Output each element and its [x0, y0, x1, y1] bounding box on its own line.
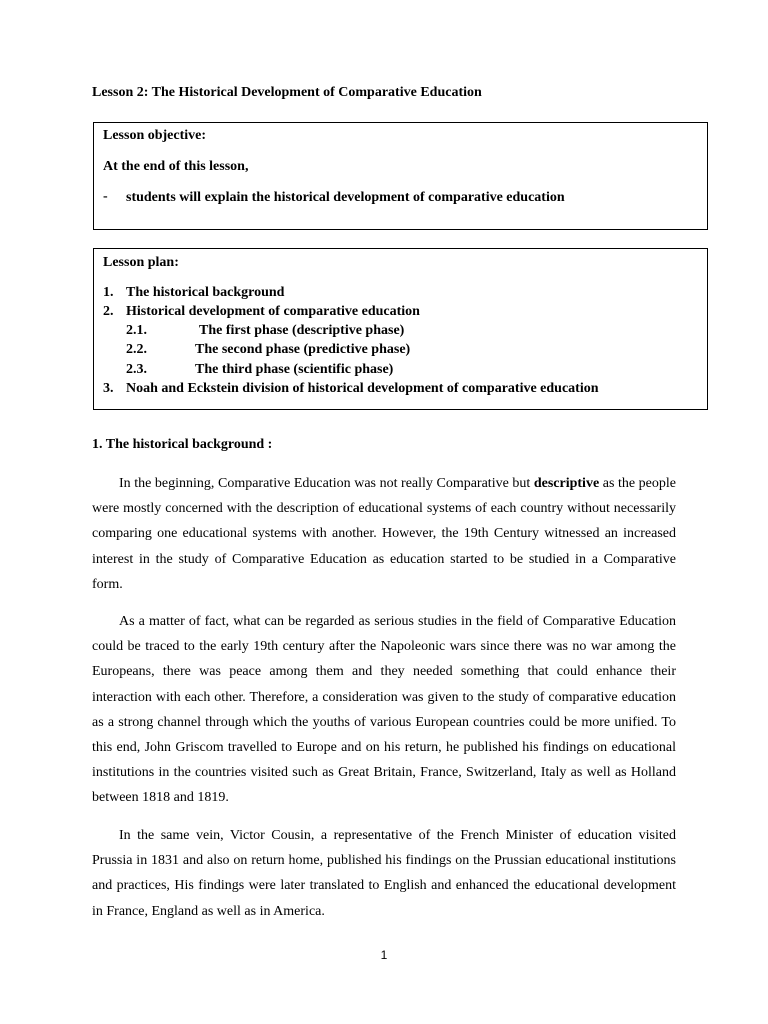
body-paragraph: In the same vein, Victor Cousin, a representative of the French Minister of education visited Prussia in 1831 and also on return home, published his findings on the Prussian educational institutions and practices, His findings were later translated to English and enhanced the educational development in France, England as well as in America.: [92, 828, 676, 919]
section-heading: 1. The historical background :: [92, 437, 273, 452]
body-paragraph: As a matter of fact, what can be regarded as serious studies in the field of Comparative Education could be traced to the early 19th century after the Napoleonic wars since there was no war among the Europeans, there was peace among them and they needed something that could enhance their interaction with each other. Therefore, a consideration was given to the study of comparative education as a strong channel through which the youths of various European countries could be more unified. To this end, John Griscom travelled to Europe and on his return, he published his findings on educational institutions in the countries visited such as Great Britain, France, Switzerland, Italy as well as Holland between 1818 and 1819.: [92, 614, 676, 806]
plan-item-number: 1.: [103, 285, 114, 300]
lesson-plan-box: [93, 248, 708, 410]
plan-heading: Lesson plan:: [103, 255, 179, 270]
emphasis-text: descriptive: [533, 476, 600, 491]
body-paragraph: [92, 471, 676, 597]
bullet-dash: -: [103, 189, 108, 204]
plan-subitem-number: 2.3.: [126, 362, 147, 377]
page-number: 1: [380, 948, 388, 962]
objective-bullet-text: students will explain the historical development of comparative education: [126, 190, 565, 205]
plan-item-number: 2.: [103, 304, 114, 319]
plan-item-text: Historical development of comparative education: [126, 304, 420, 319]
lesson-title: Lesson 2: The Historical Development of Comparative Education: [92, 85, 482, 100]
plan-item-text: Noah and Eckstein division of historical development of comparative education: [126, 381, 599, 396]
paragraph-text: In the beginning, Comparative Education was not really Comparative but: [119, 476, 534, 491]
plan-subitem-number: 2.2.: [126, 342, 147, 357]
paragraph-text: as the people were mostly concerned with the description of educational systems of each country without necessarily comparing one educational systems with another. However, the 19th Century witnessed an increased interest in the study of Comparative Education as education started to be studied in a Comparative form.: [92, 476, 676, 592]
plan-subitem-text: The first phase (descriptive phase): [199, 323, 405, 338]
lesson-objective-box: [93, 122, 708, 230]
plan-item-number: 3.: [103, 381, 114, 396]
plan-subitem-text: The third phase (scientific phase): [195, 362, 394, 377]
objective-intro: At the end of this lesson,: [103, 159, 249, 174]
objective-heading: Lesson objective:: [103, 128, 207, 143]
plan-subitem-number: 2.1.: [126, 323, 147, 338]
plan-item-text: The historical background: [126, 285, 285, 300]
plan-subitem-text: The second phase (predictive phase): [195, 342, 411, 357]
